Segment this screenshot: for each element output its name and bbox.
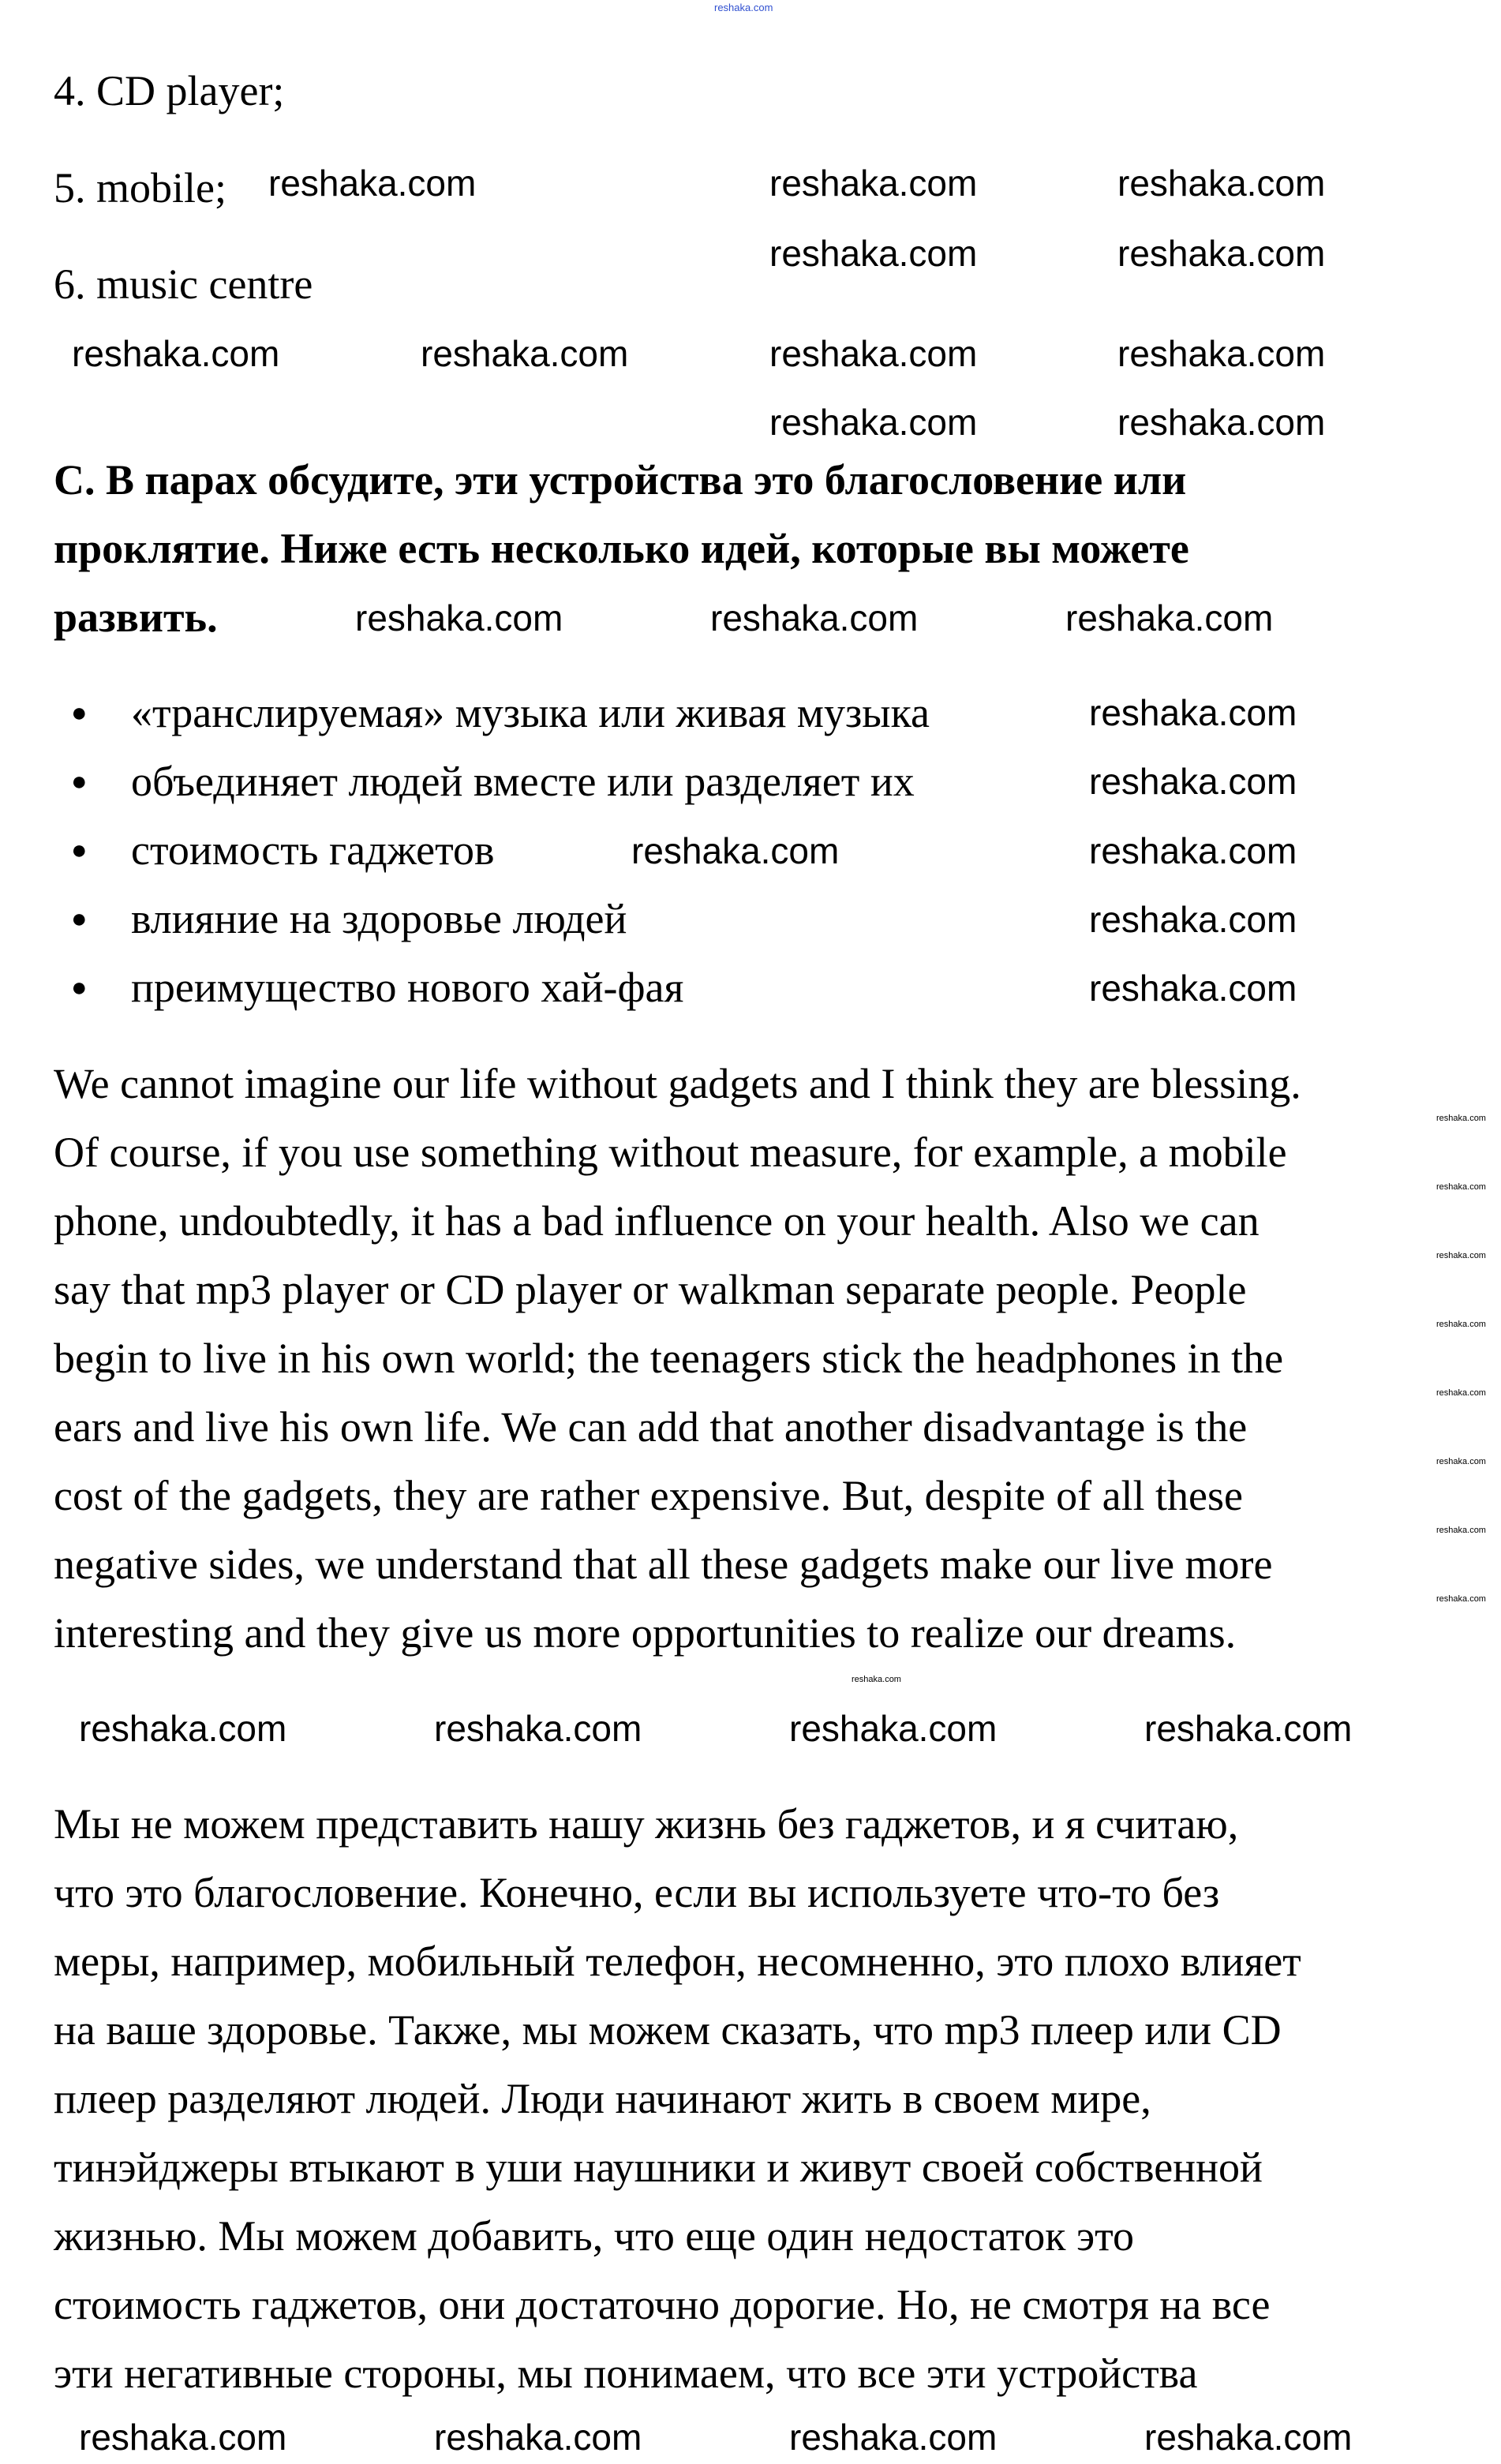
bullet-icon: ● [71, 904, 88, 934]
watermark-text: reshaka.com [789, 2417, 998, 2458]
bullet-icon: ● [71, 973, 88, 1002]
watermark-text: reshaka.com [268, 163, 477, 204]
paragraph-line: begin to live in his own world; the teenagers stick the headphones in the [54, 1335, 1284, 1382]
paragraph-line: cost of the gadgets, they are rather expensive. But, despite of all these [54, 1472, 1243, 1519]
watermark-text: reshaka.com [1117, 402, 1326, 443]
heading-line: C. В парах обсудите, эти устройства это благословение или [54, 456, 1187, 504]
bullet-text: «транслируемая» музыка или живая музыка [131, 689, 930, 736]
watermark-text: reshaka.com [1436, 1526, 1486, 1535]
paragraph-line: меры, например, мобильный телефон, несомненно, это плохо влияет [54, 1938, 1301, 1985]
watermark-text: reshaka.com [1117, 333, 1326, 374]
list-item-mobile: 5. mobile; [54, 164, 226, 212]
paragraph-line: phone, undoubtedly, it has a bad influence on your health. Also we can [54, 1197, 1260, 1245]
watermark-text: reshaka.com [355, 597, 563, 638]
paragraph-line: жизнью. Мы можем добавить, что еще один недостаток это [54, 2212, 1135, 2260]
watermark-text: reshaka.com [1117, 163, 1326, 204]
list-item-music-centre: 6. music centre [54, 260, 313, 308]
paragraph-line: say that mp3 player or CD player or walkman separate people. People [54, 1266, 1247, 1313]
paragraph-line: плеер разделяют людей. Люди начинают жить в своем мире, [54, 2075, 1151, 2122]
top-watermark-link[interactable]: reshaka.com [714, 2, 773, 13]
bullet-icon: ● [71, 836, 88, 865]
watermark-text: reshaka.com [1065, 597, 1274, 638]
watermark-text: reshaka.com [769, 402, 978, 443]
watermark-text: reshaka.com [710, 597, 919, 638]
watermark-text: reshaka.com [79, 1708, 287, 1749]
watermark-text: reshaka.com [1436, 1114, 1486, 1123]
watermark-text: reshaka.com [1144, 1708, 1353, 1749]
bullet-text: влияние на здоровье людей [131, 895, 627, 942]
watermark-text: reshaka.com [1436, 1182, 1486, 1192]
bullet-text: объединяет людей вместе или разделяет их [131, 758, 915, 805]
paragraph-line: что это благословение. Конечно, если вы используете что-то без [54, 1869, 1220, 1916]
english-paragraph [54, 1050, 1301, 1668]
bullet-icon: ● [71, 767, 88, 796]
paragraph-line: на ваше здоровье. Также, мы можем сказать, что mp3 плеер или CD [54, 2006, 1282, 2054]
watermark-text: reshaka.com [434, 2417, 642, 2458]
list-item-cd-player: 4. CD player; [54, 67, 285, 114]
bullet-icon: ● [71, 698, 88, 728]
watermark-text: reshaka.com [852, 1675, 901, 1684]
watermark-text: reshaka.com [434, 1708, 642, 1749]
watermark-text: reshaka.com [1436, 1320, 1486, 1329]
watermark-text: reshaka.com [1436, 1388, 1486, 1398]
bullet-text: преимущество нового хай-фая [131, 964, 684, 1011]
paragraph-line: эти негативные стороны, мы понимаем, что все эти устройства [54, 2350, 1198, 2397]
paragraph-line: Мы не можем представить нашу жизнь без гаджетов, и я считаю, [54, 1800, 1239, 1848]
watermark-text: reshaka.com [1089, 830, 1297, 871]
watermark-text: reshaka.com [79, 2417, 287, 2458]
watermark-text: reshaka.com [1436, 1594, 1486, 1604]
watermark-text: reshaka.com [421, 333, 629, 374]
watermark-text: reshaka.com [1089, 761, 1297, 802]
paragraph-line: тинэйджеры втыкают в уши наушники и живут своей собственной [54, 2144, 1263, 2191]
watermark-text: reshaka.com [789, 1708, 998, 1749]
paragraph-line: Of course, if you use something without measure, for example, a mobile [54, 1129, 1287, 1176]
watermark-text: reshaka.com [631, 830, 840, 871]
watermark-text: reshaka.com [769, 333, 978, 374]
watermark-text: reshaka.com [1089, 692, 1297, 733]
paragraph-line: ears and live his own life. We can add that another disadvantage is the [54, 1403, 1248, 1451]
watermark-text: reshaka.com [1436, 1251, 1486, 1260]
russian-paragraph [54, 1790, 1301, 2408]
paragraph-line: стоимость гаджетов, они достаточно дорогие. Но, не смотря на все [54, 2281, 1271, 2328]
bullet-text: стоимость гаджетов [131, 826, 495, 874]
paragraph-line: We cannot imagine our life without gadgets and I think they are blessing. [54, 1060, 1301, 1107]
watermark-text: reshaka.com [1117, 233, 1326, 274]
watermark-text: reshaka.com [72, 333, 280, 374]
heading-line: проклятие. Ниже есть несколько идей, которые вы можете [54, 525, 1189, 572]
paragraph-line: negative sides, we understand that all these gadgets make our live more [54, 1541, 1273, 1588]
heading-line: развить. [54, 594, 218, 641]
watermark-text: reshaka.com [1089, 899, 1297, 940]
watermark-text: reshaka.com [769, 163, 978, 204]
watermark-text: reshaka.com [769, 233, 978, 274]
watermark-text: reshaka.com [1144, 2417, 1353, 2458]
task-heading [54, 446, 1189, 652]
watermark-text: reshaka.com [1089, 968, 1297, 1009]
paragraph-line: interesting and they give us more opportunities to realize our dreams. [54, 1609, 1237, 1657]
watermark-text: reshaka.com [1436, 1457, 1486, 1466]
